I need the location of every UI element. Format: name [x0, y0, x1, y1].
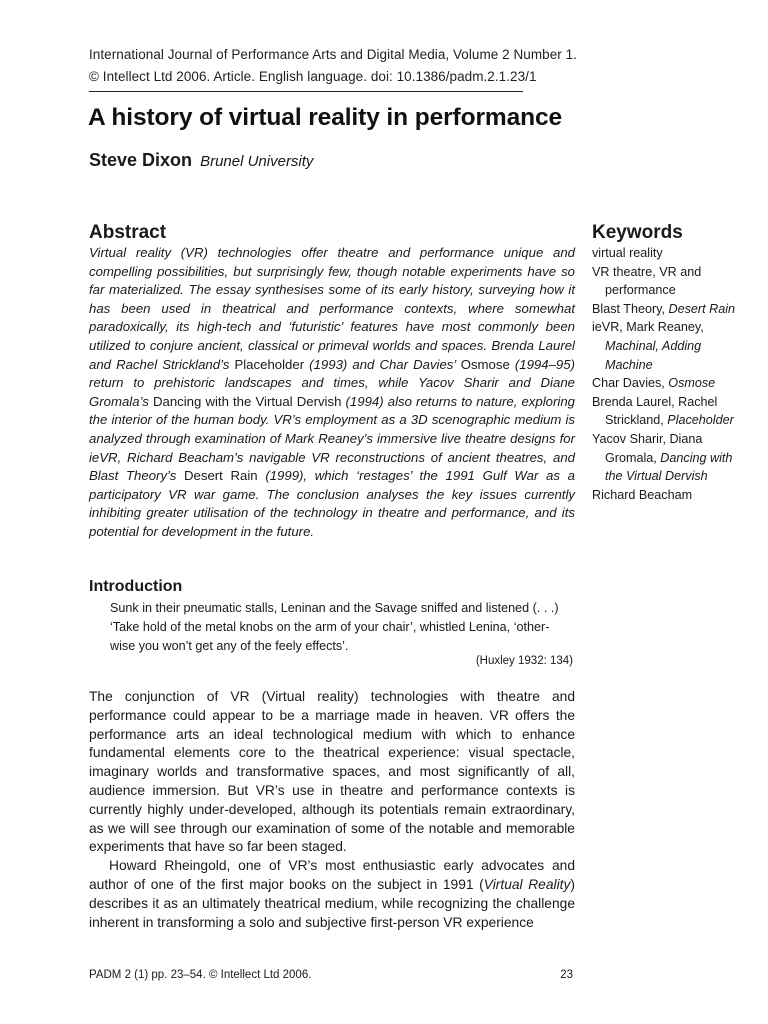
keyword-text: Char Davies, — [592, 376, 669, 391]
abstract-segment: (1993) and Char Davies’ — [304, 356, 461, 372]
keyword-text: Richard Beacham — [592, 487, 693, 502]
author-line — [89, 150, 313, 171]
epigraph-line: ‘Take hold of the metal knobs on the arm of your chair’, whistled Lenina, ‘other- — [110, 620, 550, 634]
work-title-placeholder: Placeholder — [234, 356, 305, 372]
keyword-work: Dancing with the Virtual Dervish — [605, 450, 733, 484]
epigraph-citation: (Huxley 1932: 134) — [475, 655, 573, 667]
keyword-text: ieVR, Mark Reaney, — [592, 320, 704, 335]
page-number: 23 — [560, 969, 573, 981]
keyword-item — [592, 393, 742, 430]
keyword-work: Osmose — [668, 376, 716, 391]
keyword-item — [592, 374, 742, 393]
keyword-item — [592, 486, 742, 505]
body-paragraph — [89, 857, 575, 932]
body-segment: ) describes it as an ultimately theatrical medium, while recognizing the challenge inherent in transforming a solo and subjective first-person VR experience — [89, 876, 575, 930]
keyword-text: Brenda Laurel, Rachel Strickland, — [592, 394, 718, 428]
epigraph-line: wise you won’t get any of the feely effects’. — [110, 639, 349, 653]
article-title: A history of virtual reality in performance — [88, 104, 563, 131]
keyword-item — [592, 263, 742, 300]
work-title-osmose: Osmose — [460, 356, 510, 372]
body-text — [89, 688, 575, 932]
keyword-text: Yacov Sharir, Diana Gromala, — [592, 431, 703, 465]
body-segment: Howard Rheingold, one of VR’s most enthusiastic early advocates and author of one of the first major books on the subject in 1991 ( — [89, 858, 575, 892]
keyword-item — [592, 300, 742, 319]
keyword-text: Blast Theory, — [592, 301, 669, 316]
keyword-text: VR theatre, VR and performance — [592, 264, 702, 298]
epigraph-line: Sunk in their pneumatic stalls, Leninan and the Savage sniffed and listened (. . .) — [110, 601, 559, 615]
abstract-segment: (1999), which ‘restages’ the 1991 Gulf War as a participatory VR war game. The conclusion analyses the key issues currently inhibiting greater utilisation of the technology in theatre and performance, and its potential for development in the future. — [89, 468, 575, 539]
abstract-segment: (1994–95) return to prehistoric landscapes and times, while Yacov Sharir and Diane Gromala’s — [89, 356, 575, 409]
work-title-dervish: Dancing with the Virtual Dervish — [152, 393, 342, 409]
epigraph — [110, 599, 575, 656]
keyword-work: Desert Rain — [668, 301, 736, 316]
body-paragraph: The conjunction of VR (Virtual reality) technologies with theatre and performance could appear to be a marriage made in heaven. VR offers the performance arts an ideal technological medium with which to enhance fundamental elements core to the theatrical experience: visual spectacle, imaginary worlds and transformative spaces, and most significantly of all, audience immersion. But VR’s use in theatre and performance contexts is currently highly under-developed, although its potentials remain extraordinary, as we will see through our examination of some of the notable and memorable experiments that have so far been staged. — [89, 689, 575, 855]
keyword-work: Machinal, Adding Machine — [605, 338, 702, 372]
copyright-line: © Intellect Ltd 2006. Article. English language. doi: 10.1386/padm.2.1.23/1 — [89, 69, 537, 84]
keywords-list — [592, 244, 742, 504]
abstract-segment: (1994) also returns to nature, exploring the interior of the human body. VR’s employment as a 3D scenographic medium is analyzed through examination of Mark Reaney’s immersive live theatre designs for ieVR, Richard Beacham’s navigable VR reconstructions of ancient theatres, and Blast Theory’s — [89, 393, 575, 484]
keyword-text: virtual reality — [592, 246, 663, 260]
keywords-heading: Keywords — [592, 222, 683, 243]
keyword-item — [592, 244, 742, 263]
header-rule — [89, 91, 523, 92]
abstract-heading: Abstract — [89, 222, 167, 243]
keyword-work: Placeholder — [667, 413, 734, 428]
work-title-desert-rain: Desert Rain — [184, 468, 258, 484]
abstract-text — [89, 244, 575, 542]
book-title: Virtual Reality — [483, 876, 571, 892]
author-affiliation: Brunel University — [200, 153, 314, 170]
author-name: Steve Dixon — [89, 150, 193, 170]
journal-line: International Journal of Performance Arts and Digital Media, Volume 2 Number 1. — [89, 47, 577, 62]
abstract-segment: Virtual reality (VR) technologies offer theatre and performance unique and compelling possibilities, but surprisingly few, though notable experiments have so far materialized. The essay synthesises some of its early history, surveying how it has been used in theatrical and performance contexts, where somewhat paradoxically, its high-tech and ‘futuristic’ features have most commonly been utilized to conjure ancient, classical or primeval worlds and spaces. Brenda Laurel and Rachel Strickland’s — [89, 245, 575, 372]
footer-citation: PADM 2 (1) pp. 23–54. © Intellect Ltd 2006. — [89, 969, 312, 981]
keyword-item — [592, 430, 742, 486]
introduction-heading: Introduction — [89, 578, 183, 595]
keyword-item — [592, 318, 742, 374]
